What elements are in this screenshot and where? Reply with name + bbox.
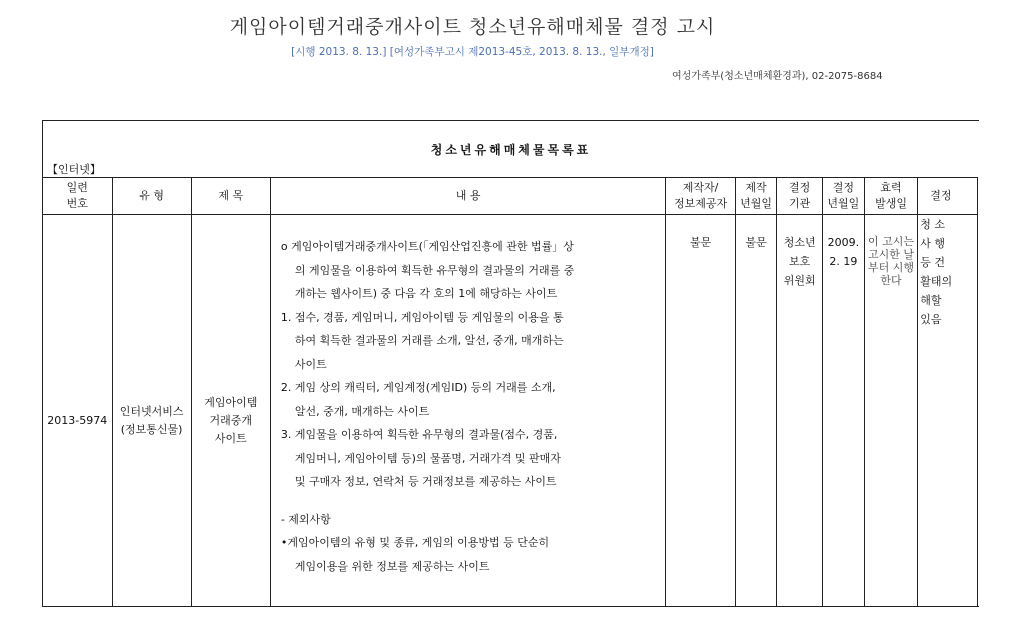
table-frame: [42, 120, 979, 607]
col-title: 제 목: [191, 178, 270, 215]
col-reason: 결정: [918, 178, 978, 215]
cell-produced-date: 불문: [735, 215, 777, 608]
cell-serial: 2013-5974: [43, 215, 113, 608]
col-produced-date: 제작 년월일: [735, 178, 777, 215]
col-producer: 제작자/ 정보제공자: [666, 178, 735, 215]
cell-reason: 청 소 사 행 등 건 활태의 해할 있음: [918, 215, 978, 608]
col-effective-date: 효력 발생일: [864, 178, 917, 215]
col-agency: 결정 기관: [777, 178, 823, 215]
cell-content: o 게임아이템거래중개사이트(「게임산업진흥에 관한 법률」상 의 게임물을 이용하여 획득한 유무형의 결과물의 거래를 중 개하는 웹사이트) 중 다음 각 호의 1에 해당하는 사이트 1. 점수, 경품, 게임머니, 게임아이템 등 게임물의 이용을 통 하여 획득한 결과물의 거래를 소개, 알선, 중개, 매개하는 사이트 2. 게임 상의 캐릭터, 게임계정(게임ID) 등의 거래를 소개, 알선, 중개, 매개하는 사이트 3. 게임물을 이용하여 획득한 유무형의 결과물(점수, 경품, 게임머니, 게임아이템 등)의 물품명, 거래가격 및 판매자 및 구매자 정보, 연락처 등 거래정보를 제공하는 사이트 - 제외사항 •게임아이템의 유형 및 종류, 게임의 이용방법 등 단순히 게임이용을 위한 정보를 제공하는 사이트: [270, 215, 666, 608]
col-type: 유 형: [112, 178, 191, 215]
cell-title: 게임아이템 거래중개 사이트: [191, 215, 270, 608]
col-decided-date: 결정 년월일: [822, 178, 864, 215]
enforcement-info: [시행 2013. 8. 13.] [여성가족부고시 제2013-45호, 2013. 8. 13., 일부개정]: [291, 46, 654, 58]
table-title: 청소년유해매체물목록표: [430, 143, 592, 157]
header-row: [43, 178, 978, 215]
col-serial: 일련 번호: [43, 178, 113, 215]
cell-agency: 청소년 보호 위원회: [777, 215, 823, 608]
cell-decided-date: 2009. 2. 19: [822, 215, 864, 608]
section-label: 【인터넷】: [47, 163, 101, 176]
cell-producer: 불문: [666, 215, 735, 608]
cell-effective-date: 이 고시는 고시한 날 부터 시행 한다: [864, 215, 917, 608]
cell-type: 인터넷서비스 (정보통신물): [112, 215, 191, 608]
col-content: 내 용: [270, 178, 666, 215]
exception-heading: - 제외사항: [280, 512, 331, 526]
harmful-media-table: [42, 177, 978, 607]
table-row: [43, 215, 978, 608]
department-contact: 여성가족부(청소년매체환경과), 02-2075-8684: [672, 71, 883, 82]
document-title: 게임아이템거래중개사이트 청소년유해매체물 결정 고시: [229, 16, 716, 38]
